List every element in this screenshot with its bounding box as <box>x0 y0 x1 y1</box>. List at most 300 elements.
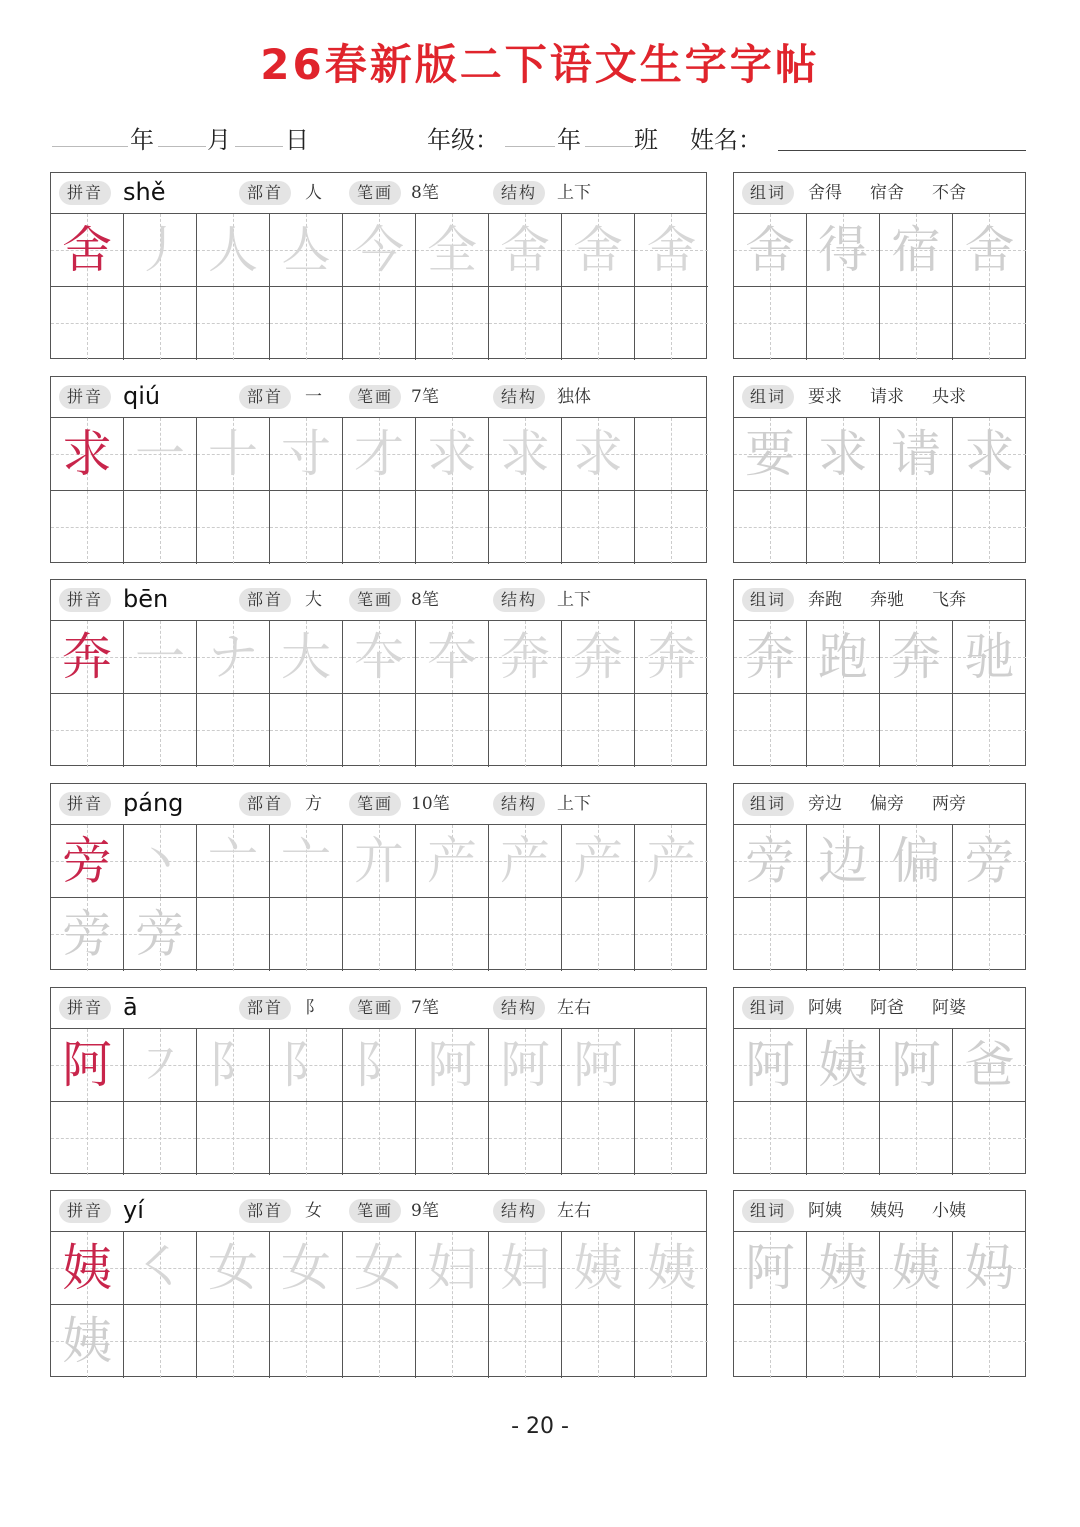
writing-cell[interactable] <box>270 1232 343 1305</box>
writing-cell[interactable] <box>51 491 124 564</box>
strokes-value: 8笔 <box>411 183 439 203</box>
stroke-order-step: 求 <box>427 425 477 483</box>
stroke-order-step: 亠 <box>281 832 331 890</box>
word-trace-character: 妈 <box>964 1239 1015 1297</box>
writing-cell[interactable] <box>51 898 124 971</box>
writing-cell[interactable] <box>953 621 1026 694</box>
writing-cell[interactable] <box>635 287 708 360</box>
writing-cell[interactable] <box>734 694 807 767</box>
stroke-order-step: 舍 <box>573 221 623 279</box>
stroke-order-step: 产 <box>500 832 550 890</box>
writing-cell[interactable] <box>197 287 270 360</box>
stroke-order-step: 夲 <box>427 628 477 686</box>
structure-value: 左右 <box>557 1201 591 1221</box>
word-practice-box <box>733 987 1026 1174</box>
structure-label: 结构 <box>493 385 545 409</box>
writing-cell[interactable] <box>416 418 489 491</box>
writing-cell[interactable] <box>270 214 343 287</box>
pinyin-value: qiú <box>123 382 161 410</box>
writing-cell[interactable] <box>489 287 562 360</box>
writing-cell[interactable] <box>807 898 880 971</box>
writing-cell[interactable] <box>734 898 807 971</box>
word-example: 奔跑 <box>808 590 842 610</box>
pinyin-label: 拼音 <box>59 996 111 1020</box>
char-info-bar <box>51 377 706 418</box>
word-example: 要求 <box>808 387 842 407</box>
writing-cell[interactable] <box>635 694 708 767</box>
word-example: 偏旁 <box>870 794 904 814</box>
writing-cell[interactable] <box>562 621 635 694</box>
char-info-bar <box>51 1191 706 1232</box>
structure-label: 结构 <box>493 181 545 205</box>
char-practice-box <box>50 1190 707 1377</box>
writing-cell[interactable] <box>51 1305 124 1378</box>
stroke-order-step: 一 <box>135 425 185 483</box>
writing-cell[interactable] <box>807 825 880 898</box>
writing-cell[interactable] <box>807 1102 880 1175</box>
writing-cell[interactable] <box>489 491 562 564</box>
words-label: 组词 <box>742 792 794 816</box>
writing-cell[interactable] <box>953 1029 1026 1102</box>
words-info-bar <box>734 173 1025 214</box>
writing-cell[interactable] <box>51 287 124 360</box>
words-info-bar <box>734 784 1025 825</box>
word-trace-character: 求 <box>964 425 1015 483</box>
writing-cell[interactable] <box>416 214 489 287</box>
pinyin-label: 拼音 <box>59 1199 111 1223</box>
char-info-bar <box>51 580 706 621</box>
pinyin-value: shě <box>123 178 166 206</box>
writing-cell[interactable] <box>807 1232 880 1305</box>
writing-cell[interactable] <box>489 418 562 491</box>
writing-cell[interactable] <box>489 1029 562 1102</box>
writing-cell[interactable] <box>197 418 270 491</box>
strokes-label: 笔画 <box>349 1199 401 1223</box>
writing-cell[interactable] <box>124 418 197 491</box>
strokes-value: 9笔 <box>411 1201 439 1221</box>
writing-cell[interactable] <box>562 1029 635 1102</box>
char-practice-box <box>50 783 707 970</box>
word-example: 飞奔 <box>932 590 966 610</box>
writing-cell[interactable] <box>734 825 807 898</box>
writing-cell[interactable] <box>880 1102 953 1175</box>
trace-character: 旁 <box>62 905 112 963</box>
pinyin-value: yí <box>123 1196 144 1224</box>
strokes-label: 笔画 <box>349 181 401 205</box>
writing-cell[interactable] <box>343 1232 416 1305</box>
writing-cell[interactable] <box>51 1102 124 1175</box>
model-character: 姨 <box>62 1239 112 1297</box>
stroke-order-step: 阝 <box>208 1036 258 1094</box>
words-info-bar <box>734 988 1025 1029</box>
words-label: 组词 <box>742 588 794 612</box>
stroke-order-step: 丿 <box>135 221 185 279</box>
writing-cell[interactable] <box>734 1102 807 1175</box>
writing-cell[interactable] <box>416 898 489 971</box>
writing-cell[interactable] <box>416 1232 489 1305</box>
writing-cell[interactable] <box>562 214 635 287</box>
writing-cell[interactable] <box>880 898 953 971</box>
writing-cell[interactable] <box>953 214 1026 287</box>
writing-cell[interactable] <box>880 1232 953 1305</box>
writing-cell[interactable] <box>734 418 807 491</box>
writing-cell[interactable] <box>880 694 953 767</box>
stroke-order-step: 丶 <box>135 832 185 890</box>
writing-cell[interactable] <box>51 1232 124 1305</box>
structure-label: 结构 <box>493 996 545 1020</box>
writing-cell[interactable] <box>416 694 489 767</box>
pinyin-label: 拼音 <box>59 588 111 612</box>
writing-cell[interactable] <box>197 214 270 287</box>
writing-cell[interactable] <box>124 898 197 971</box>
writing-cell[interactable] <box>197 694 270 767</box>
writing-cell[interactable] <box>343 214 416 287</box>
writing-cell[interactable] <box>343 825 416 898</box>
word-trace-character: 奔 <box>745 628 795 686</box>
pinyin-label: 拼音 <box>59 792 111 816</box>
writing-cell[interactable] <box>197 1305 270 1378</box>
writing-cell[interactable] <box>562 898 635 971</box>
writing-cell[interactable] <box>734 1029 807 1102</box>
writing-cell[interactable] <box>416 825 489 898</box>
model-character: 旁 <box>62 832 112 890</box>
writing-cell[interactable] <box>51 418 124 491</box>
stroke-order-step: 今 <box>354 221 404 279</box>
header-row <box>0 118 1080 158</box>
stroke-order-step: 夲 <box>354 628 404 686</box>
structure-label: 结构 <box>493 792 545 816</box>
word-example: 阿婆 <box>932 998 966 1018</box>
stroke-order-step: 寸 <box>281 425 331 483</box>
writing-cell[interactable] <box>562 1305 635 1378</box>
stroke-order-step: ㇛ <box>135 1239 185 1297</box>
strokes-label: 笔画 <box>349 588 401 612</box>
writing-cell[interactable] <box>124 1232 197 1305</box>
char-info-bar <box>51 784 706 825</box>
writing-cell[interactable] <box>880 1305 953 1378</box>
stroke-order-step: 才 <box>354 425 404 483</box>
stroke-order-step: 女 <box>354 1239 404 1297</box>
writing-cell[interactable] <box>51 694 124 767</box>
writing-cell[interactable] <box>124 694 197 767</box>
writing-cell[interactable] <box>807 491 880 564</box>
char-practice-box <box>50 376 707 563</box>
strokes-value: 10笔 <box>411 794 450 814</box>
writing-cell[interactable] <box>51 214 124 287</box>
stroke-order-step: 阿 <box>500 1036 550 1094</box>
radical-label: 部首 <box>239 588 291 612</box>
word-example: 阿姨 <box>808 1201 842 1221</box>
stroke-order-step: 亣 <box>354 832 404 890</box>
word-practice-box <box>733 376 1026 563</box>
strokes-value: 7笔 <box>411 387 439 407</box>
stroke-order-step: 十 <box>208 425 258 483</box>
writing-cell[interactable] <box>343 491 416 564</box>
strokes-label: 笔画 <box>349 792 401 816</box>
stroke-order-step: 大 <box>281 628 331 686</box>
stroke-order-step: 阿 <box>427 1036 477 1094</box>
stroke-order-step: 姨 <box>646 1239 697 1297</box>
writing-cell[interactable] <box>51 621 124 694</box>
writing-cell[interactable] <box>489 694 562 767</box>
writing-cell[interactable] <box>953 898 1026 971</box>
word-trace-character: 阿 <box>745 1239 795 1297</box>
writing-cell[interactable] <box>270 287 343 360</box>
writing-cell[interactable] <box>270 621 343 694</box>
writing-cell[interactable] <box>953 1102 1026 1175</box>
model-character: 阿 <box>62 1036 112 1094</box>
trace-character: 姨 <box>62 1312 112 1370</box>
structure-value: 左右 <box>557 998 591 1018</box>
word-example: 不舍 <box>932 183 966 203</box>
writing-cell[interactable] <box>489 1232 562 1305</box>
radical-value: 方 <box>305 794 322 814</box>
word-trace-character: 跑 <box>818 628 868 686</box>
pinyin-label: 拼音 <box>59 181 111 205</box>
writing-cell[interactable] <box>562 694 635 767</box>
word-example: 宿舍 <box>870 183 904 203</box>
strokes-label: 笔画 <box>349 996 401 1020</box>
writing-cell[interactable] <box>343 1102 416 1175</box>
writing-cell[interactable] <box>953 287 1026 360</box>
writing-cell[interactable] <box>635 825 708 898</box>
writing-cell[interactable] <box>807 1029 880 1102</box>
model-character: 求 <box>62 425 112 483</box>
char-practice-box <box>50 987 707 1174</box>
stroke-order-step: 亼 <box>281 221 331 279</box>
class-label: 班 <box>634 126 658 154</box>
word-example: 小姨 <box>932 1201 966 1221</box>
word-trace-character: 爸 <box>964 1036 1015 1094</box>
word-trace-character: 请 <box>891 425 941 483</box>
stroke-order-step: 舍 <box>646 221 697 279</box>
writing-cell[interactable] <box>734 1232 807 1305</box>
writing-cell[interactable] <box>562 1102 635 1175</box>
stroke-order-step: 奔 <box>646 628 697 686</box>
name-field[interactable] <box>778 150 1026 151</box>
writing-cell[interactable] <box>197 1232 270 1305</box>
writing-cell[interactable] <box>489 1305 562 1378</box>
writing-cell[interactable] <box>416 1305 489 1378</box>
writing-cell[interactable] <box>807 214 880 287</box>
writing-cell[interactable] <box>489 825 562 898</box>
writing-cell[interactable] <box>343 287 416 360</box>
stroke-order-step: 姨 <box>573 1239 623 1297</box>
writing-cell[interactable] <box>635 491 708 564</box>
writing-cell[interactable] <box>124 1102 197 1175</box>
writing-cell[interactable] <box>270 491 343 564</box>
strokes-value: 8笔 <box>411 590 439 610</box>
word-trace-character: 奔 <box>891 628 941 686</box>
writing-cell[interactable] <box>489 214 562 287</box>
writing-cell[interactable] <box>635 1102 708 1175</box>
writing-cell[interactable] <box>124 825 197 898</box>
word-trace-character: 边 <box>818 832 868 890</box>
writing-cell[interactable] <box>807 287 880 360</box>
title-text: 春新版二下语文生字字帖 <box>324 40 820 89</box>
stroke-order-step: 一 <box>135 628 185 686</box>
radical-value: 女 <box>305 1201 322 1221</box>
writing-cell[interactable] <box>562 418 635 491</box>
writing-cell[interactable] <box>124 287 197 360</box>
writing-cell[interactable] <box>343 898 416 971</box>
writing-cell[interactable] <box>124 1305 197 1378</box>
writing-cell[interactable] <box>953 825 1026 898</box>
radical-label: 部首 <box>239 792 291 816</box>
writing-cell[interactable] <box>562 287 635 360</box>
word-example: 姨妈 <box>870 1201 904 1221</box>
writing-cell[interactable] <box>734 1305 807 1378</box>
stroke-order-step: 亠 <box>208 832 258 890</box>
writing-cell[interactable] <box>953 1305 1026 1378</box>
writing-cell[interactable] <box>880 1029 953 1102</box>
radical-label: 部首 <box>239 385 291 409</box>
writing-cell[interactable] <box>416 287 489 360</box>
writing-cell[interactable] <box>197 1102 270 1175</box>
month-label: 月 <box>207 126 231 154</box>
writing-cell[interactable] <box>807 418 880 491</box>
words-label: 组词 <box>742 1199 794 1223</box>
writing-cell[interactable] <box>635 621 708 694</box>
word-example: 央求 <box>932 387 966 407</box>
trace-character: 旁 <box>135 905 185 963</box>
strokes-value: 7笔 <box>411 998 439 1018</box>
words-info-bar <box>734 580 1025 621</box>
writing-cell[interactable] <box>270 1029 343 1102</box>
writing-cell[interactable] <box>343 418 416 491</box>
structure-label: 结构 <box>493 1199 545 1223</box>
writing-cell[interactable] <box>270 694 343 767</box>
word-practice-box <box>733 172 1026 359</box>
writing-cell[interactable] <box>270 898 343 971</box>
word-trace-character: 姨 <box>818 1239 868 1297</box>
writing-cell[interactable] <box>343 694 416 767</box>
writing-cell[interactable] <box>562 825 635 898</box>
writing-cell[interactable] <box>51 1029 124 1102</box>
writing-cell[interactable] <box>953 418 1026 491</box>
day-label: 日 <box>285 126 309 154</box>
writing-cell[interactable] <box>807 621 880 694</box>
word-trace-character: 阿 <box>745 1036 795 1094</box>
writing-cell[interactable] <box>953 1232 1026 1305</box>
writing-cell[interactable] <box>124 1029 197 1102</box>
writing-cell[interactable] <box>416 621 489 694</box>
writing-cell[interactable] <box>635 418 708 491</box>
writing-cell[interactable] <box>51 825 124 898</box>
writing-cell[interactable] <box>953 694 1026 767</box>
writing-cell[interactable] <box>343 1305 416 1378</box>
stroke-order-step: 妇 <box>500 1239 550 1297</box>
word-trace-character: 阿 <box>891 1036 941 1094</box>
writing-cell[interactable] <box>489 1102 562 1175</box>
writing-cell[interactable] <box>880 418 953 491</box>
writing-cell[interactable] <box>489 898 562 971</box>
word-trace-character: 要 <box>745 425 795 483</box>
writing-cell[interactable] <box>880 214 953 287</box>
writing-cell[interactable] <box>562 491 635 564</box>
writing-cell[interactable] <box>635 1029 708 1102</box>
writing-cell[interactable] <box>880 621 953 694</box>
writing-cell[interactable] <box>562 1232 635 1305</box>
word-practice-box <box>733 1190 1026 1377</box>
writing-cell[interactable] <box>807 694 880 767</box>
pinyin-value: ā <box>123 993 138 1021</box>
writing-cell[interactable] <box>124 621 197 694</box>
writing-cell[interactable] <box>197 621 270 694</box>
stroke-order-step: 阿 <box>573 1036 623 1094</box>
strokes-label: 笔画 <box>349 385 401 409</box>
writing-cell[interactable] <box>197 491 270 564</box>
stroke-order-step: 产 <box>646 832 697 890</box>
writing-cell[interactable] <box>416 1029 489 1102</box>
writing-cell[interactable] <box>197 825 270 898</box>
pinyin-label: 拼音 <box>59 385 111 409</box>
writing-cell[interactable] <box>270 825 343 898</box>
page-title <box>0 32 1080 92</box>
radical-label: 部首 <box>239 181 291 205</box>
radical-value: 大 <box>305 590 322 610</box>
writing-cell[interactable] <box>197 898 270 971</box>
word-trace-character: 姨 <box>891 1239 941 1297</box>
writing-cell[interactable] <box>270 418 343 491</box>
word-trace-character: 求 <box>818 425 868 483</box>
writing-cell[interactable] <box>489 621 562 694</box>
writing-cell[interactable] <box>124 491 197 564</box>
stroke-order-step: 阝 <box>354 1036 404 1094</box>
writing-cell[interactable] <box>880 825 953 898</box>
writing-cell[interactable] <box>880 287 953 360</box>
radical-label: 部首 <box>239 996 291 1020</box>
writing-cell[interactable] <box>880 491 953 564</box>
stroke-order-step: 舍 <box>500 221 550 279</box>
writing-cell[interactable] <box>124 214 197 287</box>
writing-cell[interactable] <box>635 898 708 971</box>
word-practice-box <box>733 783 1026 970</box>
writing-cell[interactable] <box>270 1102 343 1175</box>
writing-cell[interactable] <box>197 1029 270 1102</box>
writing-cell[interactable] <box>734 287 807 360</box>
writing-cell[interactable] <box>635 1305 708 1378</box>
word-example: 阿姨 <box>808 998 842 1018</box>
stroke-order-step: 阝 <box>281 1036 331 1094</box>
writing-cell[interactable] <box>635 1232 708 1305</box>
word-trace-character: 旁 <box>745 832 795 890</box>
writing-cell[interactable] <box>734 214 807 287</box>
words-info-bar <box>734 1191 1025 1232</box>
structure-value: 上下 <box>557 794 591 814</box>
writing-cell[interactable] <box>270 1305 343 1378</box>
stroke-order-step: 奔 <box>573 628 623 686</box>
structure-value: 独体 <box>557 387 591 407</box>
stroke-order-step: 人 <box>208 221 258 279</box>
words-label: 组词 <box>742 996 794 1020</box>
stroke-order-step: 产 <box>427 832 477 890</box>
stroke-order-step: 妇 <box>427 1239 477 1297</box>
writing-cell[interactable] <box>807 1305 880 1378</box>
word-example: 舍得 <box>808 183 842 203</box>
writing-cell[interactable] <box>953 491 1026 564</box>
writing-cell[interactable] <box>343 621 416 694</box>
pinyin-value: páng <box>123 789 184 817</box>
radical-value: 人 <box>305 183 322 203</box>
stroke-order-step: 全 <box>427 221 477 279</box>
writing-cell[interactable] <box>416 1102 489 1175</box>
writing-cell[interactable] <box>734 491 807 564</box>
writing-cell[interactable] <box>734 621 807 694</box>
writing-cell[interactable] <box>635 214 708 287</box>
writing-cell[interactable] <box>416 491 489 564</box>
writing-cell[interactable] <box>343 1029 416 1102</box>
